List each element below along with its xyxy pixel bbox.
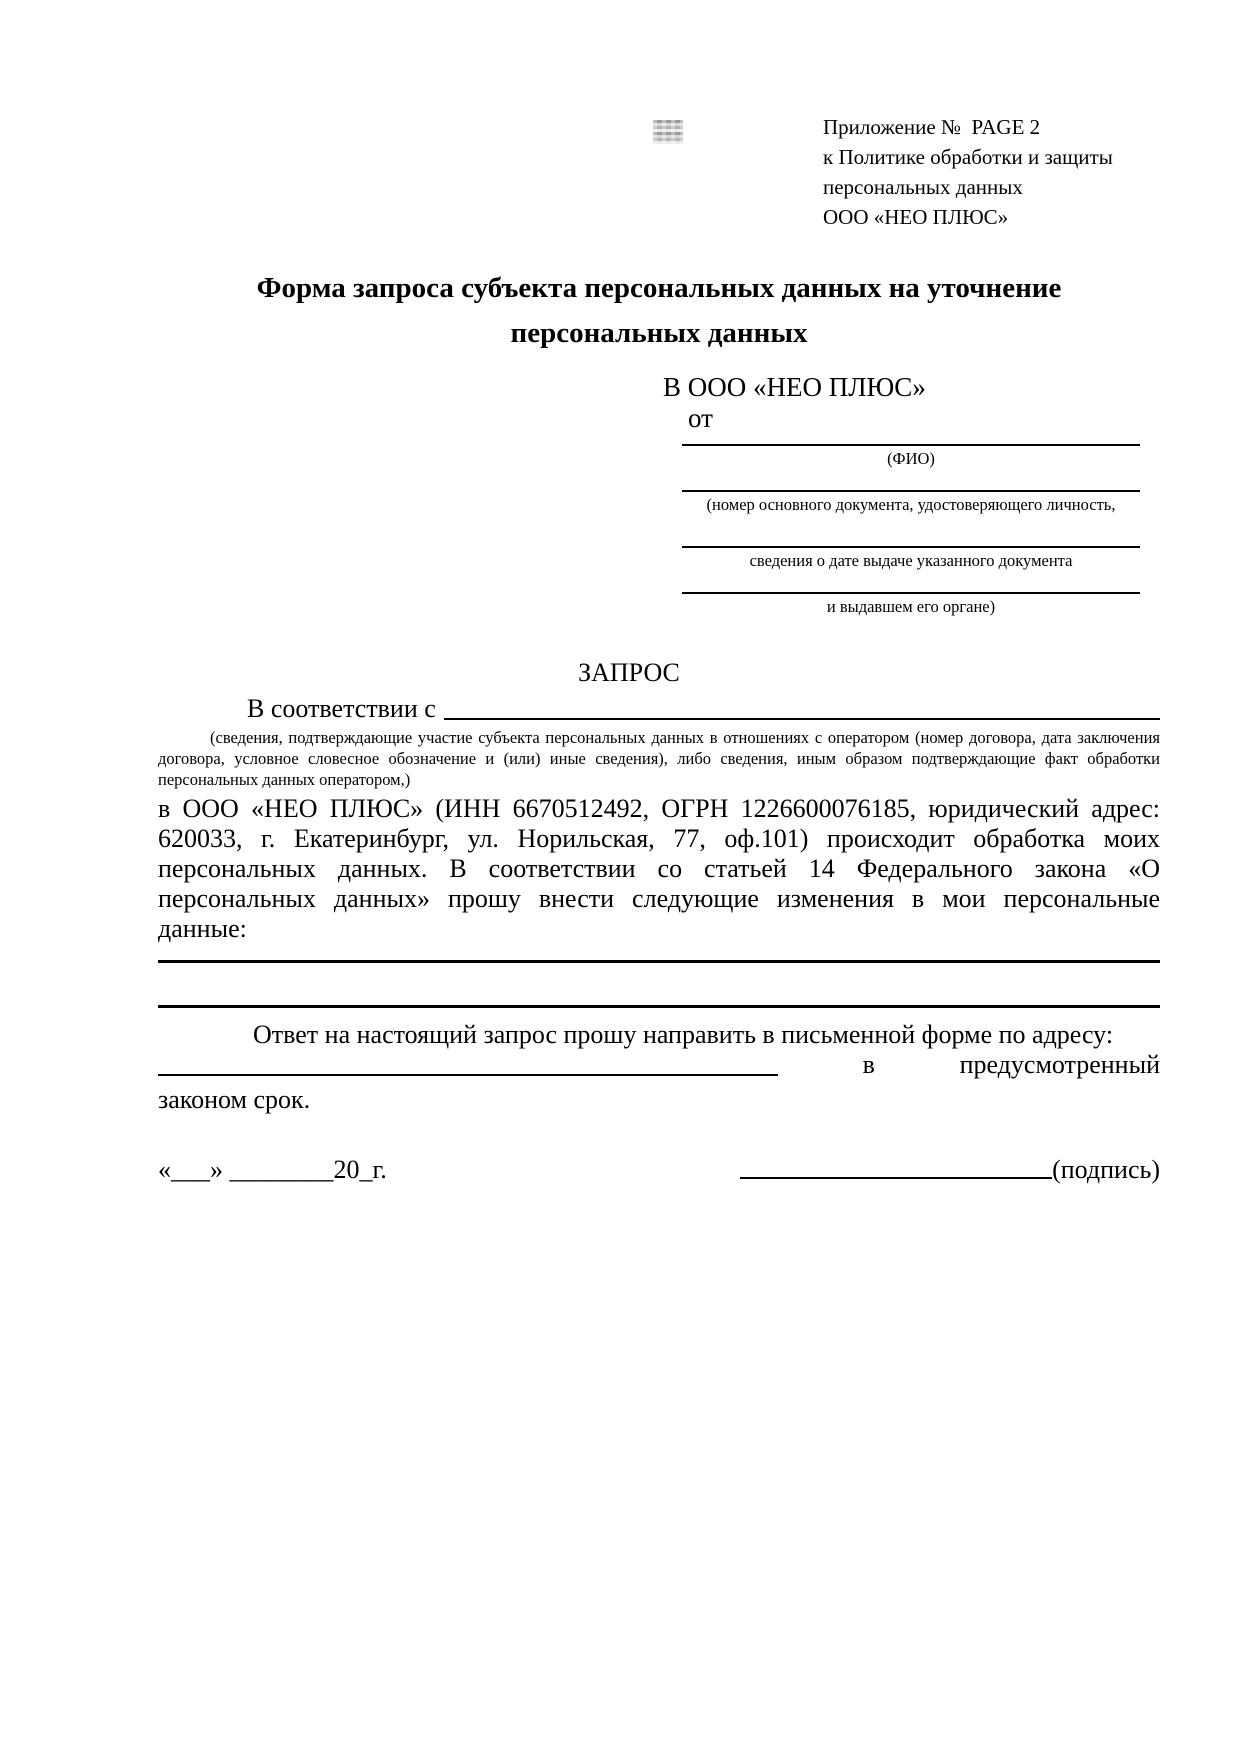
signature-label: (подпись) bbox=[1052, 1155, 1160, 1184]
signature-fill-line bbox=[740, 1155, 1052, 1179]
header-line-policy: к Политике обработки и защиты bbox=[823, 145, 1113, 169]
document-header bbox=[823, 0, 1160, 232]
request-body: в ООО «НЕО ПЛЮС» (ИНН 6670512492, ОГРН 1226600076185, юридический адрес: 620033, г. Екатеринбург, ул. Норильская, 77, оф.101) происходит обработка моих персональных данных. В соответствии со статьей 14 Федерального закона «О персональных данных» прошу внести следующие изменения в мои персональные данные: bbox=[158, 794, 1160, 943]
header-line-appendix: Приложение № PAGE 2 bbox=[823, 115, 1041, 139]
header-line-company: ООО «НЕО ПЛЮС» bbox=[823, 205, 1009, 229]
request-footnote: (сведения, подтверждающие участие субъекта персональных данных в отношениях с оператором (номер договора, дата заключения договора, условное словесное обозначение и (или) иные сведения), либо сведения, иным образом подтверждающие факт обработки персональных данных оператором,) bbox=[158, 728, 1160, 789]
response-address-fill-line bbox=[158, 1050, 778, 1076]
request-basis-fill-line bbox=[444, 694, 1160, 720]
response-address-row bbox=[158, 1050, 1160, 1080]
signature-right-group bbox=[740, 1155, 1160, 1185]
issuer-fill-line bbox=[682, 570, 1140, 594]
form-title-line2: персональных данных bbox=[510, 317, 808, 349]
response-word-v: в bbox=[862, 1050, 875, 1079]
request-intro-prefix: В соответствии с bbox=[247, 694, 436, 723]
recipient-to: В ООО «НЕО ПЛЮС» bbox=[663, 372, 926, 402]
signature-date-blank: «___» ________20_г. bbox=[158, 1155, 387, 1184]
fio-fill-line bbox=[682, 434, 1140, 446]
request-intro-row bbox=[158, 694, 1160, 724]
issue-date-label: сведения о дате выдаче указанного документа bbox=[749, 551, 1073, 570]
form-title-line1: Форма запроса субъекта персональных данных на уточнение bbox=[256, 272, 1062, 304]
fio-label: (ФИО) bbox=[887, 449, 935, 468]
response-word-prescribed: предусмотренный bbox=[959, 1050, 1160, 1079]
response-paragraph: Ответ на настоящий запрос прошу направить в письменной форме по адресу: bbox=[253, 1020, 1114, 1049]
recipient-from-label: от bbox=[688, 403, 713, 433]
issue-date-fill-line bbox=[682, 514, 1140, 548]
request-heading: ЗАПРОС bbox=[578, 658, 680, 687]
form-title bbox=[158, 266, 1160, 356]
doc-number-label: (номер основного документа, удостоверяющего личность, bbox=[706, 495, 1116, 514]
recipient-fields bbox=[682, 434, 1140, 616]
changes-fill-line-2 bbox=[158, 1005, 1160, 1008]
signature-row bbox=[158, 1155, 1160, 1185]
changes-fill-line-1 bbox=[158, 960, 1160, 963]
response-term-line: законом срок. bbox=[158, 1085, 311, 1114]
header-line-personal-data: персональных данных bbox=[823, 175, 1023, 199]
issuer-label: и выдавшем его органе) bbox=[826, 597, 996, 616]
doc-number-fill-line bbox=[682, 468, 1140, 492]
